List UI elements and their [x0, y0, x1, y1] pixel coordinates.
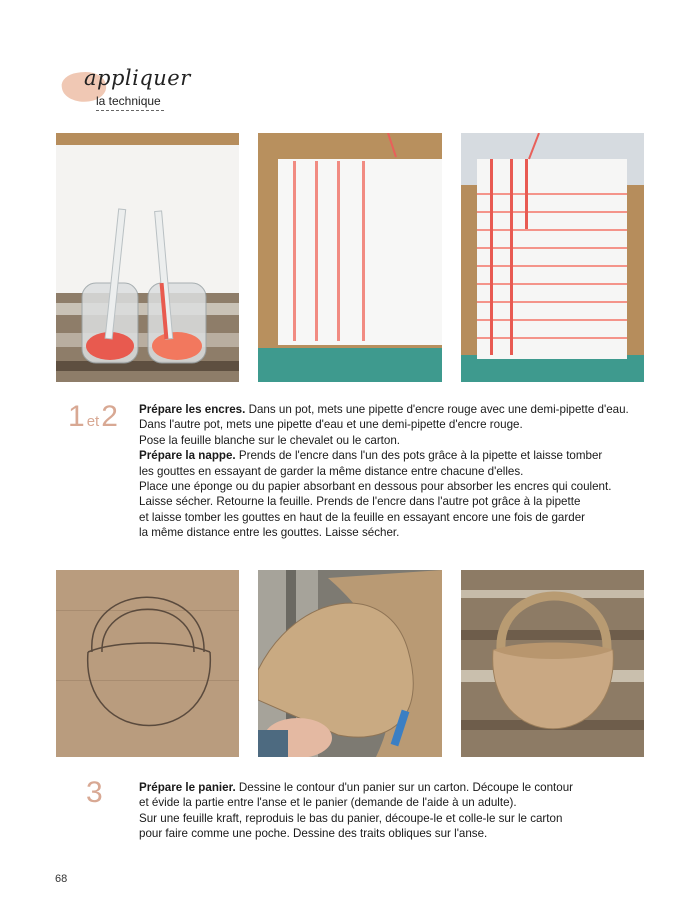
text-line: Sur une feuille kraft, reproduis le bas du panier, découpe-le et colle-le sur le carton [139, 811, 563, 825]
step-number-1: 1 [68, 400, 85, 433]
section-header [62, 62, 202, 112]
text-line: Prépare le panier. Dessine le contour d'un panier sur un carton. Découpe le contour [139, 781, 574, 794]
text-line: Place une éponge ou du papier absorbant en dessous pour absorber les encres qui coulent. [139, 480, 612, 494]
step-3-text [139, 780, 659, 842]
text-line: pour faire comme une poche. Dessine des traits obliques sur l'anse. [139, 827, 488, 841]
step-number-1-2 [68, 400, 118, 434]
photo-ink-grid [461, 133, 644, 382]
text-line: Laisse sécher. Retourne la feuille. Prends de l'encre dans l'autre pot grâce à la pipette [139, 495, 581, 509]
step-number-join: et [86, 413, 100, 430]
header-title: appliquer [84, 66, 191, 90]
text-line: et évide la partie entre l'anse et le panier (demande de l'aide à un adulte). [139, 796, 517, 810]
text-line: la même distance entre les gouttes. Laisse sécher. [139, 526, 400, 540]
text-line: Prépare la nappe. Prends de l'encre dans l'un des pots grâce à la pipette et laisse tomber [139, 449, 603, 463]
step-1-2-text [139, 402, 659, 541]
step-number-3: 3 [86, 776, 103, 809]
text-line: les gouttes en essayant de garder la même distance entre chacune d'elles. [139, 464, 524, 478]
header-subtitle: la technique [96, 94, 161, 108]
step-number-2: 2 [101, 400, 118, 433]
photo-finished-basket [461, 570, 644, 757]
text-line: Pose la feuille blanche sur le chevalet ou le carton. [139, 433, 401, 447]
page-number: 68 [55, 873, 68, 885]
photo-vertical-ink-lines [258, 133, 442, 382]
photo-ink-jars [56, 133, 239, 382]
text-line: Prépare les encres. Dans un pot, mets une pipette d'encre rouge avec une demi-pipette d'eau. [139, 403, 629, 416]
photo-basket-sketch [56, 570, 239, 757]
photo-cutting-kraft [258, 570, 442, 757]
text-line: Dans l'autre pot, mets une pipette d'eau et une demi-pipette d'encre rouge. [139, 418, 523, 432]
header-dashed-rule [96, 110, 164, 111]
text-line: et laisse tomber les gouttes en haut de la feuille en essayant encore une fois de garder [139, 510, 585, 524]
